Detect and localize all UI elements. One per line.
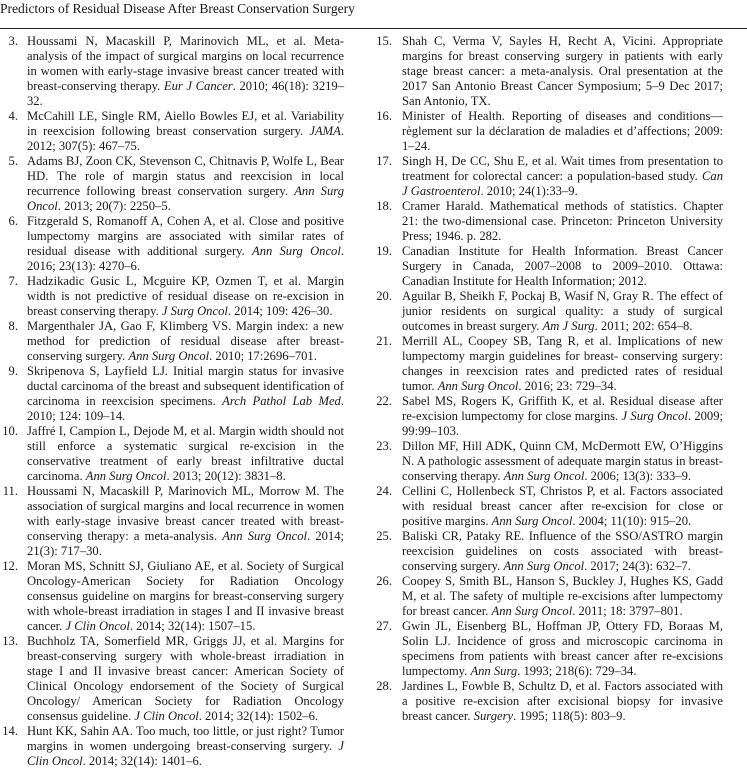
reference-item: [6, 319, 344, 364]
reference-text: Margenthaler JA, Gao F, Klimberg VS. Margin index: a new method for prediction of residual disease after breast-conserving surgery.: [27, 319, 344, 363]
reference-number: 13.: [2, 634, 18, 648]
reference-journal: Eur J Cancer: [163, 79, 233, 93]
reference-number: 12.: [2, 559, 18, 573]
reference-citation: . 2013; 20(7): 2250–5.: [57, 199, 171, 213]
reference-text: Dillon MF, Hill ADK, Quinn CM, McDermott EW, O’Higgins N. A pathologic assessment of adequate margin status in breast-conserving therapy.: [402, 439, 723, 483]
reference-journal: Surgery: [473, 709, 514, 723]
reference-text: Merrill AL, Coopey SB, Tang R, et al. Implications of new lumpectomy margin guidelines for breast- conserving surgery: changes in reexcision rates and predicted rates of residual tumor.: [402, 334, 723, 393]
reference-number: 4.: [8, 109, 18, 123]
reference-item: [376, 679, 723, 724]
reference-citation: . 2014; 109: 426–30.: [227, 304, 333, 318]
reference-number: 8.: [8, 319, 18, 333]
reference-text: Cellini C, Hollenbeck ST, Christos P, et al. Factors associated with residual breast cancer after re-excision for close or positive margins.: [402, 484, 723, 528]
reference-journal: Am J Surg: [542, 319, 595, 333]
reference-text: Adams BJ, Zoon CK, Stevenson C, Chitnavis P, Wolfe L, Bear HD. The role of margin status and reexcision in local recurrence following breast conservation surgery.: [27, 154, 344, 198]
reference-item: [376, 484, 723, 529]
reference-citation: . 2012; 307(5): 467–75.: [27, 124, 344, 153]
reference-text: Singh H, De CC, Shu E, et al. Wait times from presentation to treatment for colorectal cancer: a population-based study.: [402, 154, 723, 183]
reference-text: Buchholz TA, Somerfield MR, Griggs JJ, et al. Margins for breast-conserving surgery with whole-breast irradiation in stage I and II invasive breast cancer: American Society of Clinical Oncology endorsement of the Society of Surgical Oncology/ American Society for Radiation Oncology consensus guideline.: [27, 634, 344, 723]
reference-item: [6, 109, 344, 154]
reference-citation: . 2010; 124: 109–14.: [27, 394, 344, 423]
reference-journal: Ann Surg Oncol: [27, 184, 344, 213]
reference-item: [6, 34, 344, 109]
reference-number: 14.: [2, 724, 18, 738]
reference-journal: Ann Surg Oncol: [252, 244, 341, 258]
reference-text: Skripenova S, Layfield LJ. Initial margin status for invasive ductal carcinoma of the breast and subsequent identification of carcinoma in reexcision specimens.: [27, 364, 344, 408]
reference-item: [376, 109, 723, 154]
reference-text: Jaffré I, Campion L, Dejode M, et al. Margin width should not still enforce a systematic surgical re-excision in the conservative treatment of early breast infiltrative ductal carcinoma.: [27, 424, 344, 483]
reference-text: Houssami N, Macaskill P, Marinovich ML, Morrow M. The association of surgical margins and local recurrence in women with early-stage invasive breast cancer treated with breast-conserving therapy: a meta-analysis.: [27, 484, 344, 543]
reference-item: [6, 154, 344, 214]
reference-journal: Ann Surg Oncol: [491, 604, 573, 618]
reference-citation: . 1995; 118(5): 803–9.: [513, 709, 626, 723]
reference-journal: Ann Surg Oncol: [222, 529, 307, 543]
reference-text: Hunt KK, Sahin AA. Too much, too little, or just right? Tumor margins in women undergoing breast-conserving surgery.: [27, 724, 344, 753]
reference-item: [376, 199, 723, 244]
reference-number: 3.: [8, 34, 18, 48]
reference-item: [376, 574, 723, 619]
reference-citation: . 2006; 13(3): 333–9.: [584, 469, 692, 483]
reference-journal: J Clin Oncol: [65, 619, 130, 633]
reference-number: 22.: [376, 394, 392, 408]
reference-journal: Ann Surg Oncol: [85, 469, 167, 483]
reference-number: 20.: [376, 289, 392, 303]
reference-item: [376, 154, 723, 199]
reference-citation: . 2016; 23: 729–34.: [518, 379, 617, 393]
reference-number: 11.: [2, 484, 18, 498]
reference-journal: J Clin Oncol: [27, 739, 344, 768]
reference-item: [376, 34, 723, 109]
reference-citation: . 2010; 24(1):33–9.: [480, 184, 578, 198]
reference-number: 17.: [376, 154, 392, 168]
reference-item: [376, 394, 724, 439]
reference-number: 25.: [376, 529, 392, 543]
reference-text: Moran MS, Schnitt SJ, Giuliano AE, et al. Society of Surgical Oncology-American Society for Radiation Oncology consensus guideline on margins for breast-conserving surgery with whole-breast irradiation in stages I and II invasive breast cancer.: [27, 559, 344, 633]
reference-journal: J Surg Oncol: [161, 304, 228, 318]
reference-item: [6, 214, 344, 274]
reference-number: 16.: [376, 109, 392, 123]
reference-journal: Ann Surg Oncol: [503, 469, 585, 483]
reference-citation: . 2017; 24(3): 632–7.: [584, 559, 691, 573]
reference-text: Cramer Harald. Mathematical methods of statistics. Chapter 21: the two-dimensional case. Princeton: Princeton University Press; 1946. p. 282.: [402, 199, 723, 243]
reference-item: [376, 289, 723, 334]
reference-text: Minister of Health. Reporting of diseases and conditions—règlement sur la déclaration de maladies et d’affections; 2009: 1–24.: [402, 109, 723, 153]
reference-journal: Ann Surg Oncol: [437, 379, 519, 393]
reference-item: [2, 724, 344, 769]
reference-item: [6, 274, 344, 319]
reference-number: 9.: [8, 364, 18, 378]
reference-number: 23.: [376, 439, 392, 453]
reference-item: [376, 529, 723, 574]
reference-item: [376, 334, 723, 394]
reference-column-left: [2, 34, 345, 769]
reference-item: [2, 634, 344, 724]
reference-journal: J Surg Oncol: [621, 409, 688, 423]
reference-journal: J Clin Oncol: [134, 709, 199, 723]
reference-journal: Ann Surg Oncol: [503, 559, 585, 573]
reference-citation: . 2014; 32(14): 1507–15.: [129, 619, 256, 633]
reference-number: 21.: [376, 334, 392, 348]
reference-citation: . 2004; 11(10): 915–20.: [572, 514, 692, 528]
reference-item: [376, 439, 723, 484]
reference-journal: Ann Surg Oncol: [491, 514, 573, 528]
reference-journal: Ann Surg Oncol: [128, 349, 210, 363]
reference-number: 5.: [8, 154, 18, 168]
reference-number: 15.: [376, 34, 392, 48]
reference-text: Gwin JL, Eisenberg BL, Hoffman JP, Ottery FD, Boraas M, Solin LJ. Incidence of gross and microscopic carcinoma in specimens from patients with breast cancer after re-excisions lumpectomy.: [402, 619, 723, 678]
reference-citation: . 2014; 32(14): 1401–6.: [82, 754, 202, 768]
reference-text: Hadzikadic Gusic L, Mcguire KP, Ozmen T, et al. Margin width is not predictive of residual disease on re-excision in breast conserving therapy.: [27, 274, 344, 318]
reference-item: [376, 619, 723, 679]
reference-number: 28.: [376, 679, 392, 693]
reference-citation: . 2010; 46(18): 3219–32.: [27, 79, 345, 108]
reference-citation: . 2014; 32(14): 1502–6.: [198, 709, 319, 723]
reference-text: Baliski CR, Pataky RE. Influence of the SSO/ASTRO margin reexcision guidelines on costs associated with breast-conserving surgery.: [402, 529, 723, 573]
reference-text: Shah C, Verma V, Sayles H, Recht A, Vicini. Appropriate margins for breast conserving surgery in patients with early stage breast cancer: a meta-analysis. Oral presentation at the 2017 San Antonio Breast Cancer Symposium; 5–9 Dec 2017; San Antonio, TX.: [402, 34, 723, 108]
reference-item: [2, 559, 344, 634]
reference-journal: JAMA: [309, 124, 341, 138]
reference-number: 18.: [376, 199, 392, 213]
reference-citation: . 2013; 20(12): 3831–8.: [166, 469, 286, 483]
reference-number: 6.: [8, 214, 18, 228]
reference-journal: Ann Surg: [470, 664, 518, 678]
reference-text: Canadian Institute for Health Information. Breast Cancer Surgery in Canada, 2007–2008 to 2009–2010. Ottawa: Canadian Institute for Health Information; 2012.: [402, 244, 723, 288]
reference-text: Houssami N, Macaskill P, Marinovich ML, et al. Meta-analysis of the impact of surgical margins on local recurrence in women with early-stage invasive breast cancer treated with breast-conserving therapy.: [27, 34, 344, 93]
running-header: Predictors of Residual Disease After Breast Conservation Surgery: [0, 1, 355, 16]
reference-number: 19.: [376, 244, 392, 258]
reference-number: 26.: [376, 574, 392, 588]
reference-text: Fitzgerald S, Romanoff A, Cohen A, et al. Close and positive lumpectomy margins are associated with similar rates of residual disease with additional surgery.: [27, 214, 344, 258]
reference-citation: . 2014; 21(3): 717–30.: [27, 529, 345, 558]
header-rule: [0, 28, 747, 29]
reference-item: [2, 484, 345, 559]
reference-journal: Can J Gastroenterol: [402, 169, 723, 198]
reference-citation: . 1993; 218(6): 729–34.: [517, 664, 637, 678]
reference-journal: Arch Pathol Lab Med: [222, 394, 341, 408]
reference-number: 24.: [376, 484, 392, 498]
reference-number: 10.: [2, 424, 18, 438]
reference-text: Aguilar B, Sheikh F, Pockaj B, Wasif N, Gray R. The effect of junior residents on surgical quality: a study of surgical outcomes in breast surgery.: [402, 289, 723, 333]
reference-text: Sabel MS, Rogers K, Griffith K, et al. Residual disease after re-excision lumpectomy for close margins.: [402, 394, 723, 423]
reference-citation: . 2016; 23(13): 4270–6.: [27, 244, 344, 273]
reference-item: [2, 424, 344, 484]
reference-citation: . 2011; 202: 654–8.: [594, 319, 693, 333]
reference-number: 27.: [376, 619, 392, 633]
reference-citation: . 2011; 18: 3797–801.: [572, 604, 683, 618]
reference-citation: . 2010; 17:2696–701.: [209, 349, 317, 363]
reference-item: [376, 244, 723, 289]
reference-number: 7.: [8, 274, 18, 288]
reference-item: [6, 364, 344, 424]
reference-text: Jardines L, Fowble B, Schultz D, et al. Factors associated with a positive re-excision after excisional biopsy for invasive breast cancer.: [402, 679, 723, 723]
reference-text: Coopey S, Smith BL, Hanson S, Buckley J, Hughes KS, Gadd M, et al. The safety of multiple re-excisions after lumpectomy for breast cancer.: [402, 574, 723, 618]
reference-text: McCahill LE, Single RM, Aiello Bowles EJ, et al. Variability in reexcision following breast conservation surgery.: [27, 109, 344, 138]
reference-column-right: [376, 34, 724, 724]
reference-citation: . 2009; 99:99–103.: [402, 409, 724, 438]
